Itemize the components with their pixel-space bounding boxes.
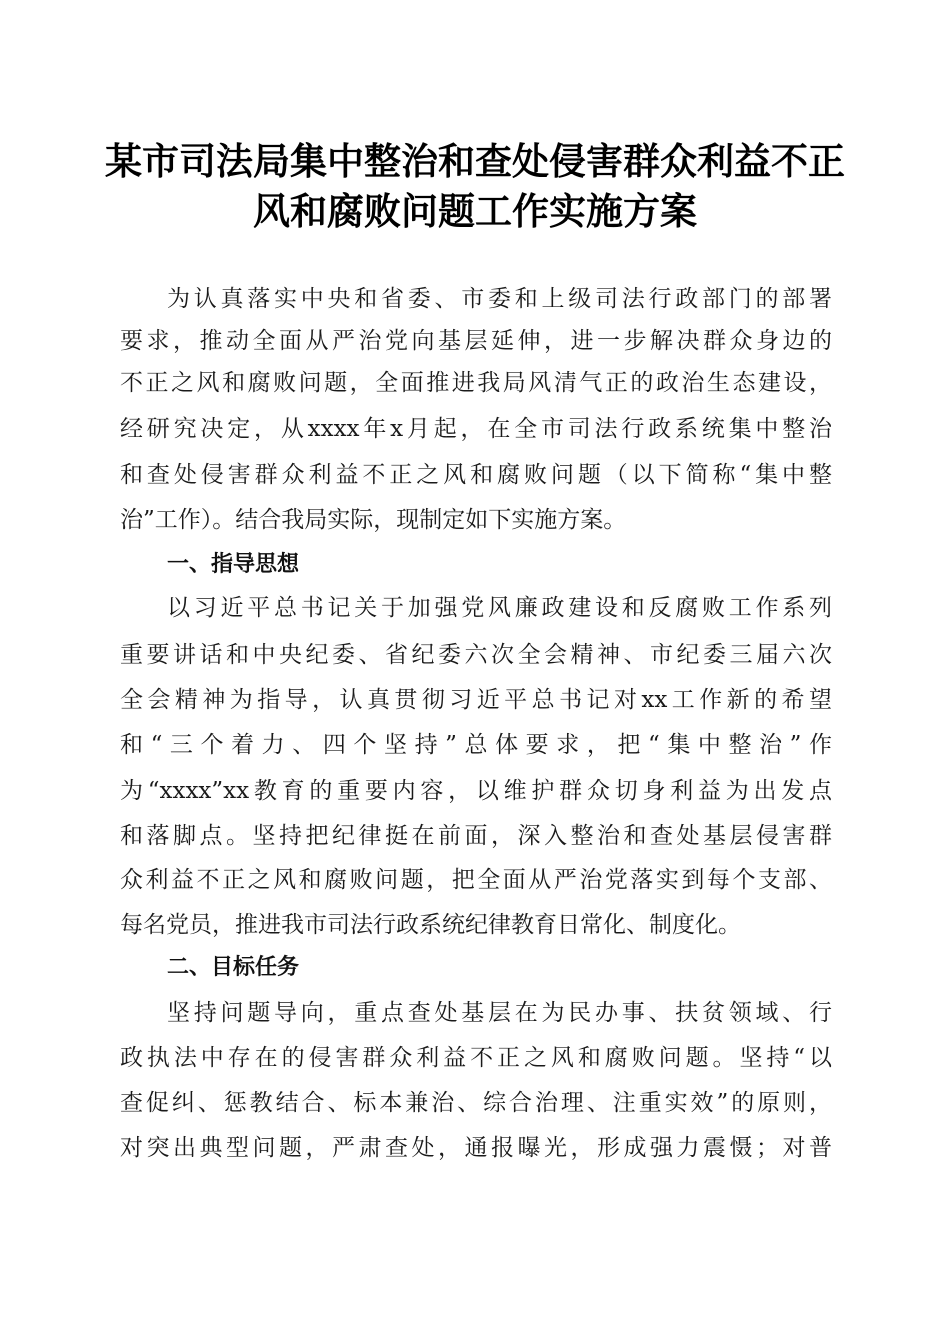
section1-line: 重要讲话和中央纪委、省纪委六次全会精神、市纪委三届六次 [120,642,832,668]
section-heading-goals-tasks: 二、目标任务 [167,955,300,980]
section1-line: 每名党员，推进我市司法行政系统纪律教育日常化、制度化。 [120,912,741,938]
intro-line: 治”工作）。结合我局实际，现制定如下实施方案。 [120,507,627,533]
section1-line: 全会精神为指导，认真贯彻习近平总书记对xx工作新的希望 [120,687,832,713]
intro-line: 和查处侵害群众利益不正之风和腐败问题（以下简称“集中整 [120,462,832,488]
section1-line: 和落脚点。坚持把纪律挺在前面，深入整治和查处基层侵害群 [120,823,832,849]
intro-line: 不正之风和腐败问题，全面推进我局风清气正的政治生态建设， [120,370,832,396]
intro-line: 要求，推动全面从严治党向基层延伸，进一步解决群众身边的 [120,328,832,354]
intro-line: 为认真落实中央和省委、市委和上级司法行政部门的部署 [167,286,832,312]
section1-line: 众利益不正之风和腐败问题，把全面从严治党落实到每个支部、 [120,867,832,893]
section2-line: 查促纠、惩教结合、标本兼治、综合治理、注重实效”的原则， [120,1090,832,1116]
section2-line: 坚持问题导向，重点查处基层在为民办事、扶贫领域、行 [167,1000,832,1026]
document-title-line-1: 某市司法局集中整治和查处侵害群众利益不正 [105,139,845,183]
section1-line: 以习近平总书记关于加强党风廉政建设和反腐败工作系列 [167,595,832,621]
document-title-line-2: 风和腐败问题工作实施方案 [253,189,697,233]
section2-line: 对突出典型问题，严肃查处，通报曝光，形成强力震慑；对普 [120,1135,832,1161]
section1-line: 为“xxxx”xx教育的重要内容，以维护群众切身利益为出发点 [120,778,832,804]
intro-line: 经研究决定，从xxxx年x月起，在全市司法行政系统集中整治 [120,416,832,442]
section2-line: 政执法中存在的侵害群众利益不正之风和腐败问题。坚持“以 [120,1045,832,1071]
section-heading-guiding-ideology: 一、指导思想 [167,552,300,577]
section1-line: 和“三个着力、四个坚持”总体要求，把“集中整治”作 [120,732,832,758]
